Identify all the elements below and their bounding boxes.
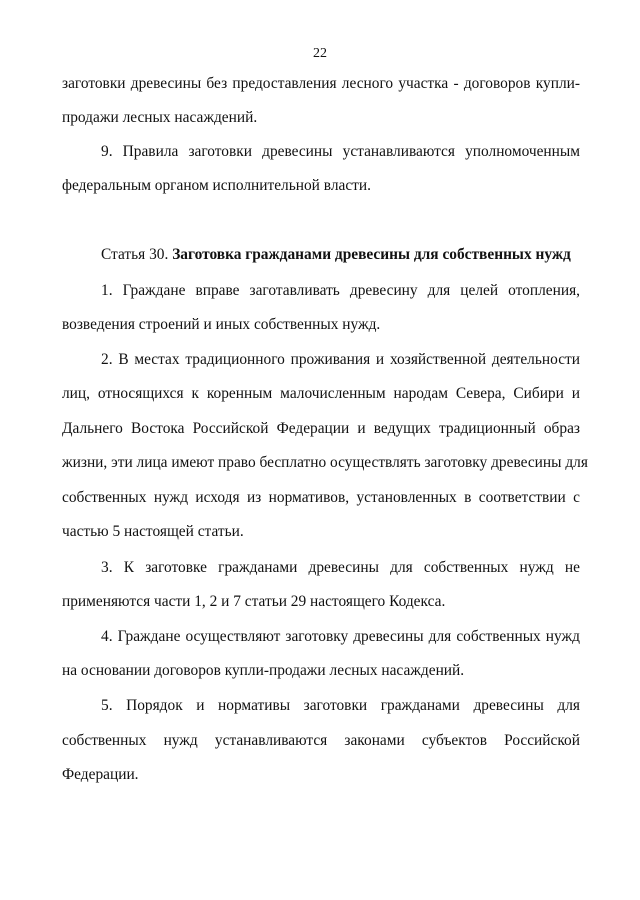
para5-line-3: Федерации. — [62, 766, 139, 783]
para3-line-2: применяются части 1, 2 и 7 статьи 29 настоящего Кодекса. — [62, 593, 446, 610]
page-number: 22 — [313, 46, 327, 61]
para4-line-1: 4. Граждане осуществляют заготовку древесины для собственных нужд — [101, 628, 580, 645]
para2-line-2: лиц, относящихся к коренным малочисленным народам Севера, Сибири и — [62, 385, 580, 402]
para3-line-1: 3. К заготовке гражданами древесины для собственных нужд не — [101, 559, 580, 576]
para5-line-2: собственных нужд устанавливаются законами субъектов Российской — [62, 732, 580, 749]
para1-line-2: возведения строений и иных собственных нужд. — [62, 316, 381, 333]
item9-line-2: федеральным органом исполнительной власти. — [62, 177, 371, 194]
intro-line-2: продажи лесных насаждений. — [62, 109, 258, 126]
item9-line-1: 9. Правила заготовки древесины устанавливаются уполномоченным — [101, 143, 580, 160]
article-prefix: Статья 30. — [101, 246, 169, 263]
para2-line-3: Дальнего Востока Российской Федерации и ведущих традиционный образ — [62, 420, 580, 437]
para2-line-6: частью 5 настоящей статьи. — [62, 523, 244, 540]
article-title: Заготовка гражданами древесины для собственных нужд — [172, 246, 571, 263]
para5-line-1: 5. Порядок и нормативы заготовки гражданами древесины для — [101, 697, 580, 714]
para2-line-4: жизни, эти лица имеют право бесплатно осуществлять заготовку древесины для — [62, 454, 588, 471]
para2-line-1: 2. В местах традиционного проживания и хозяйственной деятельности — [101, 351, 580, 368]
intro-line-1: заготовки древесины без предоставления лесного участка - договоров купли- — [62, 75, 580, 92]
para2-line-5: собственных нужд исходя из нормативов, установленных в соответствии с — [62, 489, 580, 506]
para4-line-2: на основании договоров купли-продажи лесных насаждений. — [62, 662, 465, 679]
article-heading — [101, 245, 571, 265]
para1-line-1: 1. Граждане вправе заготавливать древесину для целей отопления, — [101, 282, 580, 299]
